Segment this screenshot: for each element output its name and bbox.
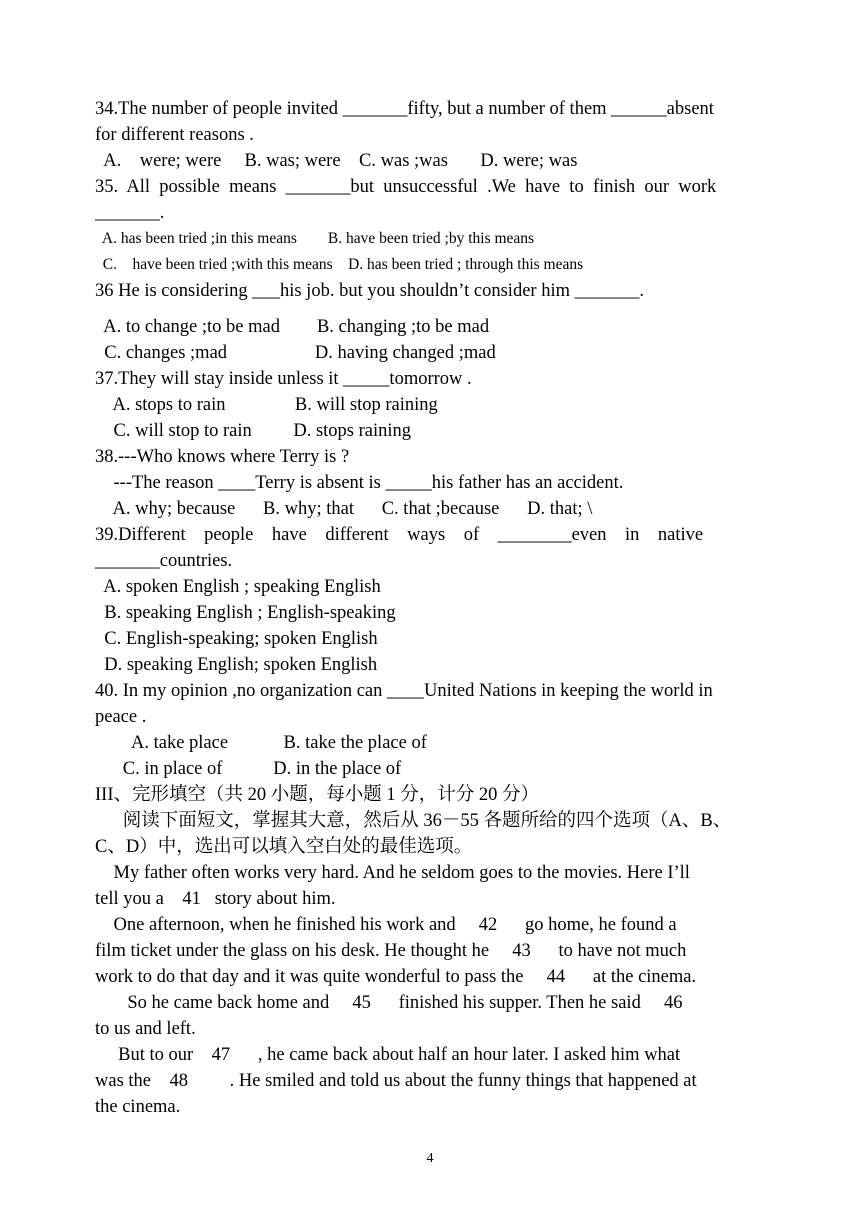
q39-line-1: 39.Different people have different ways of ________even in native	[95, 525, 704, 545]
passage-line-6: So he came back home and 45 finished his supper. Then he said 46	[95, 993, 683, 1013]
q38-line-1: 38.---Who knows where Terry is ?	[95, 447, 350, 467]
q40-options-ab: A. take place B. take the place of	[95, 733, 427, 753]
q39-option-a: A. spoken English ; speaking English	[95, 577, 381, 597]
q37-options-cd: C. will stop to rain D. stops raining	[95, 421, 412, 441]
q35-options-ab: A. has been tried ;in this means B. have been tried ;by this means	[95, 230, 535, 247]
passage-line-2: tell you a 41 story about him.	[95, 889, 336, 909]
instructions-line-1: 阅读下面短文，掌握其大意，然后从 36－55 各题所给的四个选项（A、B、	[95, 811, 732, 831]
passage-line-3: One afternoon, when he finished his work and 42 go home, he found a	[95, 915, 677, 935]
passage-line-8: But to our 47 , he came back about half an hour later. I asked him what	[95, 1045, 681, 1065]
q39-option-c: C. English-speaking; spoken English	[95, 629, 378, 649]
q38-options: A. why; because B. why; that C. that ;because D. that; \	[95, 499, 593, 519]
passage-line-5: work to do that day and it was quite wonderful to pass the 44 at the cinema.	[95, 967, 697, 987]
q35-options-cd: C. have been tried ;with this means D. has been tried ; through this means	[95, 256, 584, 273]
q34-line-2: for different reasons .	[95, 125, 254, 145]
q38-line-2: ---The reason ____Terry is absent is _____his father has an accident.	[95, 473, 624, 493]
q34-options: A. were; were B. was; were C. was ;was D. were; was	[95, 151, 578, 171]
q37-line: 37.They will stay inside unless it _____tomorrow .	[95, 369, 472, 389]
passage-line-4: film ticket under the glass on his desk. He thought he 43 to have not much	[95, 941, 687, 961]
q37-options-ab: A. stops to rain B. will stop raining	[95, 395, 438, 415]
passage-line-1: My father often works very hard. And he seldom goes to the movies. Here I’ll	[95, 863, 690, 883]
q35-line-1: 35. All possible means _______but unsuccessful .We have to finish our work	[95, 177, 717, 197]
page-number: 4	[426, 1151, 434, 1166]
passage-line-10: the cinema.	[95, 1097, 181, 1117]
instructions-line-2: C、D）中，选出可以填入空白处的最佳选项。	[95, 837, 473, 857]
q36-line: 36 He is considering ___his job. but you shouldn’t consider him _______.	[95, 281, 644, 301]
q39-line-2: _______countries.	[95, 551, 233, 571]
q40-line-1: 40. In my opinion ,no organization can ____United Nations in keeping the world in	[95, 681, 713, 701]
q36-options-cd: C. changes ;mad D. having changed ;mad	[95, 343, 496, 363]
q35-line-2: _______.	[95, 203, 165, 223]
q34-line-1: 34.The number of people invited _______fifty, but a number of them ______absent	[95, 99, 714, 119]
section-heading: III、完形填空（共 20 小题，每小题 1 分，计分 20 分）	[95, 785, 539, 805]
q40-line-2: peace .	[95, 707, 147, 727]
q39-option-d: D. speaking English; spoken English	[95, 655, 378, 675]
passage-line-9: was the 48 . He smiled and told us about the funny things that happened at	[95, 1071, 697, 1091]
q40-options-cd: C. in place of D. in the place of	[95, 759, 402, 779]
passage-line-7: to us and left.	[95, 1019, 196, 1039]
q39-option-b: B. speaking English ; English-speaking	[95, 603, 396, 623]
q36-options-ab: A. to change ;to be mad B. changing ;to be mad	[95, 317, 490, 337]
